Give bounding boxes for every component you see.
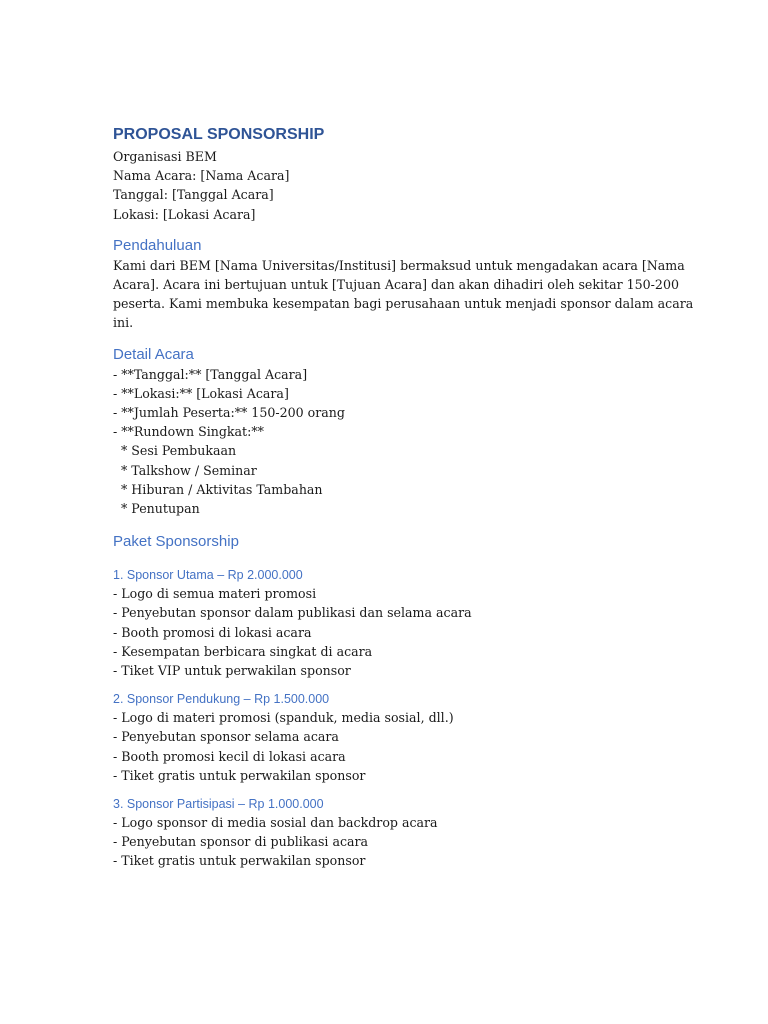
list-item: - Booth promosi di lokasi acara	[113, 624, 312, 640]
list-item: - Penyebutan sponsor di publikasi acara	[113, 834, 369, 850]
list-item: - Penyebutan sponsor selama acara	[113, 729, 339, 745]
package-utama-list	[113, 584, 658, 680]
list-item: * Penutupan	[113, 501, 200, 517]
paragraph-line: ini.	[113, 315, 134, 331]
section-heading-pendahuluan: Pendahuluan	[113, 236, 202, 254]
package-heading-utama: 1. Sponsor Utama – Rp 2.000.000	[113, 568, 303, 583]
header-line: Lokasi: [Lokasi Acara]	[113, 206, 256, 222]
detail-acara-list	[113, 365, 658, 519]
list-item: - Logo di materi promosi (spanduk, media sosial, dll.)	[113, 710, 454, 726]
list-item: - **Tanggal:** [Tanggal Acara]	[113, 366, 308, 382]
list-item: - Logo sponsor di media sosial dan backdrop acara	[113, 815, 438, 831]
list-item: - Booth promosi kecil di lokasi acara	[113, 748, 346, 764]
document-page	[113, 125, 694, 871]
paragraph-line: Kami dari BEM [Nama Universitas/Institusi] bermaksud untuk mengadakan acara [Nama	[113, 257, 685, 273]
package-pendukung-list	[113, 708, 658, 785]
header-line: Tanggal: [Tanggal Acara]	[113, 187, 274, 203]
package-heading-partisipasi: 3. Sponsor Partisipasi – Rp 1.000.000	[113, 797, 324, 812]
package-partisipasi-list	[113, 813, 658, 871]
list-item: - Tiket gratis untuk perwakilan sponsor	[113, 767, 366, 783]
document-title: PROPOSAL SPONSORSHIP	[113, 126, 325, 143]
paragraph-line: peserta. Kami membuka kesempatan bagi perusahaan untuk menjadi sponsor dalam acara	[113, 296, 694, 312]
header-line: Organisasi BEM	[113, 149, 217, 164]
list-item: - **Jumlah Peserta:** 150-200 orang	[113, 405, 345, 421]
section-heading-paket-sponsorship: Paket Sponsorship	[113, 533, 239, 551]
pendahuluan-paragraph	[113, 256, 694, 333]
header-line: Nama Acara: [Nama Acara]	[113, 168, 290, 184]
list-item: - Penyebutan sponsor dalam publikasi dan selama acara	[113, 605, 472, 621]
list-item: - Kesempatan berbicara singkat di acara	[113, 643, 373, 659]
list-item: * Sesi Pembukaan	[113, 443, 237, 459]
header-info	[113, 147, 658, 224]
list-item: - **Rundown Singkat:**	[113, 424, 264, 440]
section-heading-detail-acara: Detail Acara	[113, 345, 194, 363]
list-item: - Tiket VIP untuk perwakilan sponsor	[113, 663, 351, 679]
list-item: - Tiket gratis untuk perwakilan sponsor	[113, 853, 366, 869]
list-item: * Hiburan / Aktivitas Tambahan	[113, 481, 323, 497]
list-item: * Talkshow / Seminar	[113, 462, 257, 478]
list-item: - **Lokasi:** [Lokasi Acara]	[113, 385, 289, 401]
list-item: - Logo di semua materi promosi	[113, 586, 317, 602]
paragraph-line: Acara]. Acara ini bertujuan untuk [Tujuan Acara] dan akan dihadiri oleh sekitar 150-200	[113, 277, 679, 293]
package-heading-pendukung: 2. Sponsor Pendukung – Rp 1.500.000	[113, 692, 330, 707]
